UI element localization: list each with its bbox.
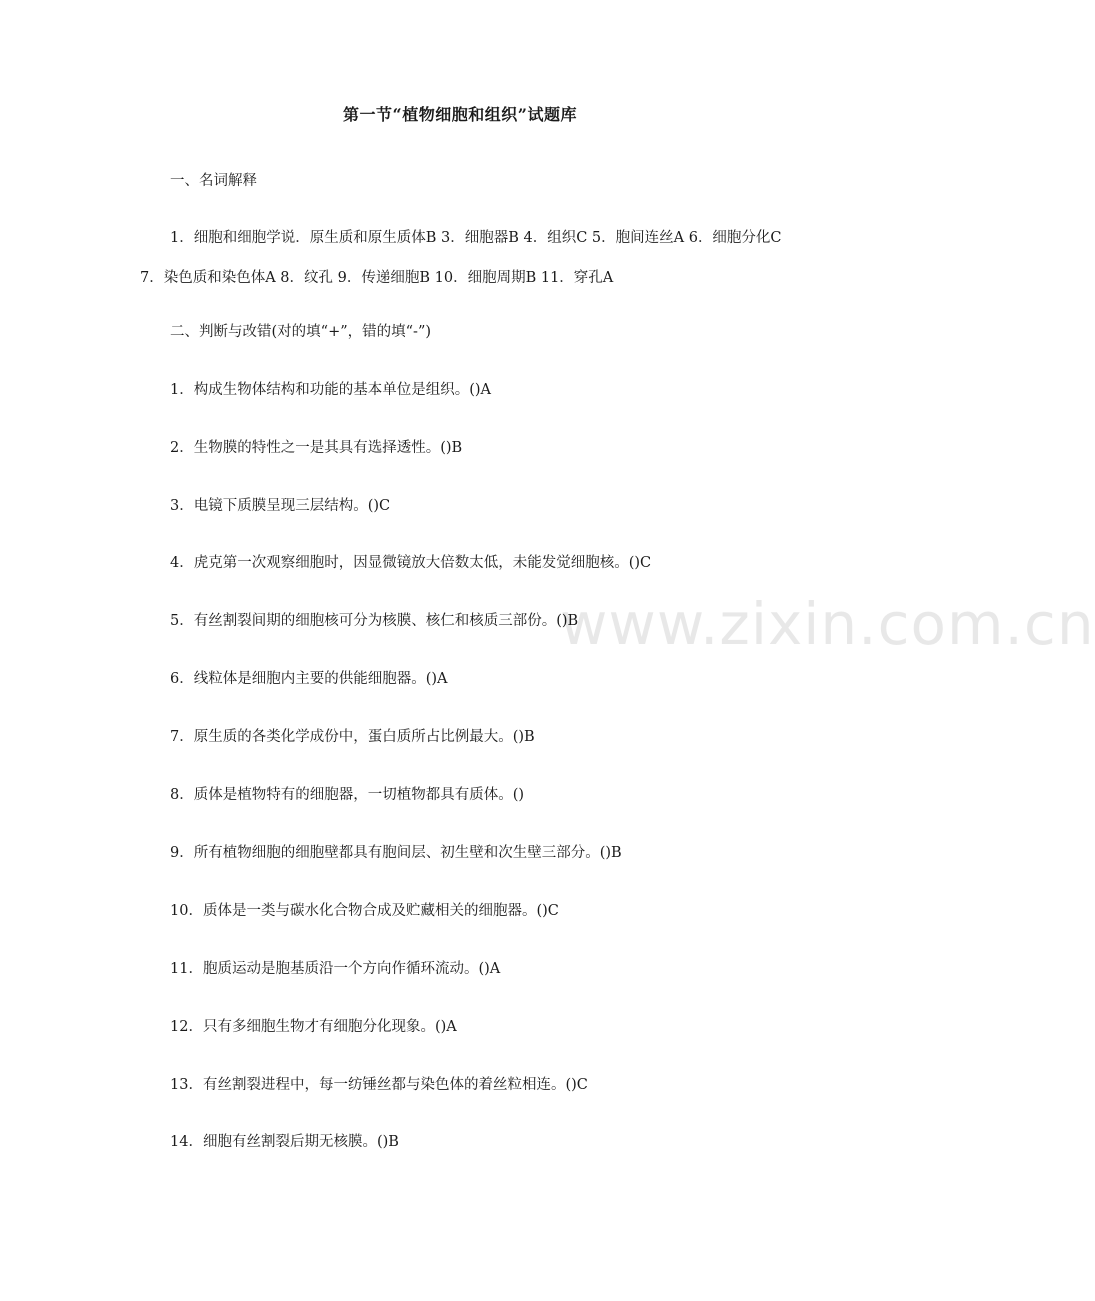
question-item: 12．只有多细胞生物才有细胞分化现象。()A xyxy=(170,1019,457,1035)
question-item: 3．电镜下质膜呈现三层结构。()C xyxy=(170,498,391,514)
terms-paragraph: 1．细胞和细胞学说．原生质和原生质体B 3．细胞器B 4．组织C 5．胞间连丝A 6．细胞分化C 7．染色质和染色体A 8．纹孔 9．传递细胞B 10．细胞周期B 11．穿孔A xyxy=(140,230,782,286)
watermark: www.zixin.com.cn xyxy=(560,590,1095,658)
question-item: 14．细胞有丝割裂后期无核膜。()B xyxy=(170,1134,399,1150)
question-item: 4．虎克第一次观察细胞时，因显微镜放大倍数太低，未能发觉细胞核。()C xyxy=(170,555,652,571)
document-title: 第一节“植物细胞和组织”试题库 xyxy=(343,105,577,124)
section-heading-judgement: 二、判断与改错(对的填“+”，错的填“-”) xyxy=(170,324,432,340)
question-item: 1．构成生物体结构和功能的基本单位是组织。()A xyxy=(170,382,492,398)
question-item: 7．原生质的各类化学成份中，蛋白质所占比例最大。()B xyxy=(170,729,535,745)
question-item: 11．胞质运动是胞基质沿一个方向作循环流动。()A xyxy=(170,961,501,977)
question-item: 13．有丝割裂进程中，每一纺锤丝都与染色体的着丝粒相连。()C xyxy=(170,1077,588,1093)
question-item: 8．质体是植物特有的细胞器，一切植物都具有质体。() xyxy=(170,787,525,803)
question-item: 5．有丝割裂间期的细胞核可分为核膜、核仁和核质三部份。()B xyxy=(170,613,579,629)
question-item: 10．质体是一类与碳水化合物合成及贮藏相关的细胞器。()C xyxy=(170,903,559,919)
section-heading-terms: 一、名词解释 xyxy=(170,173,257,189)
question-item: 6．线粒体是细胞内主要的供能细胞器。()A xyxy=(170,671,448,687)
question-item: 9．所有植物细胞的细胞壁都具有胞间层、初生壁和次生壁三部分。()B xyxy=(170,845,622,861)
question-item: 2．生物膜的特性之一是其具有选择透性。()B xyxy=(170,440,463,456)
